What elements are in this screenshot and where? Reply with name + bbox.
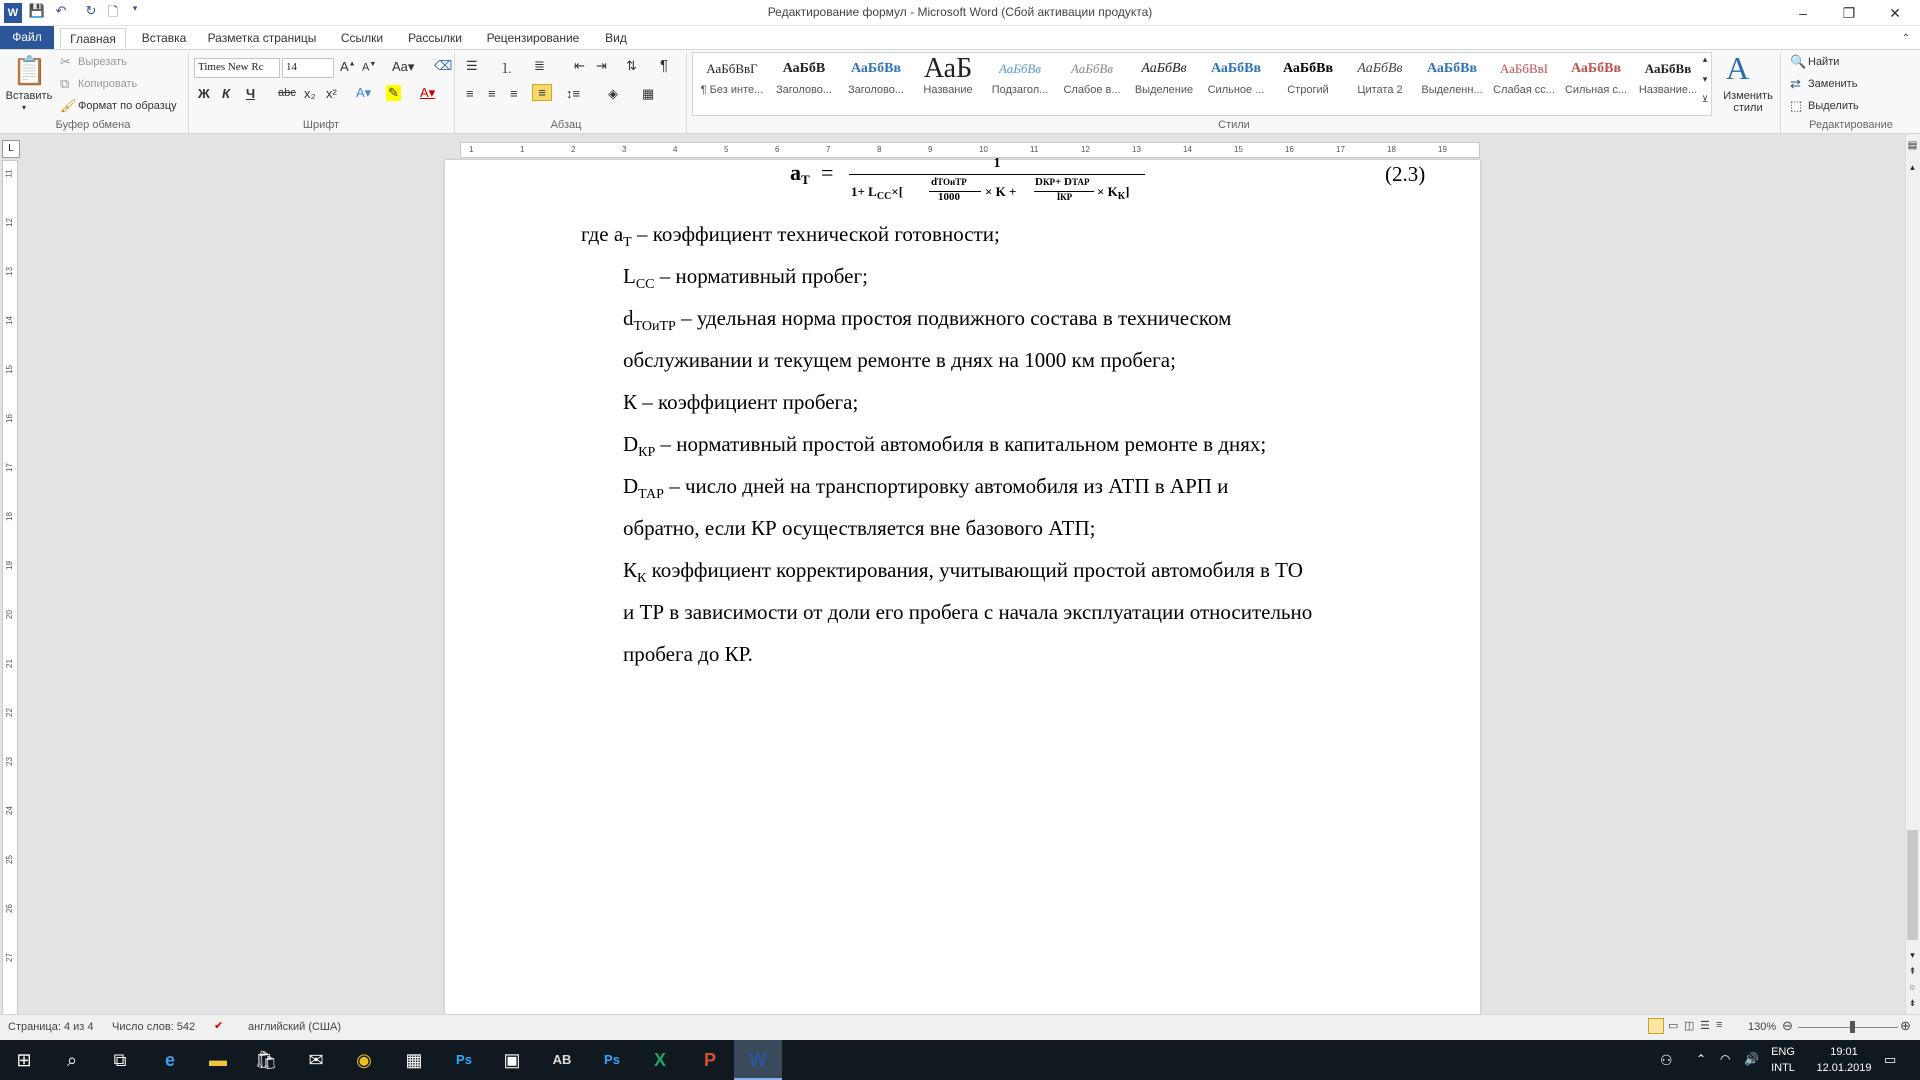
align-center-icon[interactable]: ≡ xyxy=(488,86,496,101)
line-rest: – нормативный пробег; xyxy=(654,264,868,288)
superscript-button[interactable]: x² xyxy=(326,86,337,101)
ruler-tick-label: 10 xyxy=(979,145,988,154)
calculator-icon[interactable]: ▦ xyxy=(405,1050,423,1070)
document-line xyxy=(623,642,753,667)
ruler-tick-label: 4 xyxy=(673,145,678,154)
style-preview: АаБбВв xyxy=(1141,61,1187,76)
clipboard-group-label: Буфер обмена xyxy=(55,119,131,131)
mail-icon[interactable]: ✉ xyxy=(308,1050,324,1070)
ruler-tick-label: 17 xyxy=(4,463,14,472)
ruler-tick-label: 11 xyxy=(4,169,14,178)
ruler-tick-label: 14 xyxy=(4,316,14,325)
line-subscript: К xyxy=(637,571,647,586)
line-text: D xyxy=(623,474,639,498)
search-icon[interactable]: ⌕ xyxy=(66,1050,78,1070)
print-layout-icon[interactable] xyxy=(1648,1018,1664,1034)
italic-button[interactable]: К xyxy=(222,86,230,101)
ruler-tick-label: 1 xyxy=(469,145,474,154)
formula-lkp: lКР xyxy=(1057,191,1073,203)
zoom-slider-thumb[interactable] xyxy=(1850,1021,1855,1033)
fraction-line xyxy=(849,174,1145,175)
clock-date[interactable]: 12.01.2019 xyxy=(1816,1062,1872,1074)
style-preview: АаБбВв xyxy=(1210,61,1262,76)
draft-icon[interactable]: ≡ xyxy=(1716,1019,1723,1031)
window-title: Редактирование формул - Microsoft Word (Сбой активации продукта) xyxy=(767,5,1153,19)
zoom-out-icon[interactable]: ⊖ xyxy=(1782,1018,1793,1033)
word-icon[interactable]: W xyxy=(734,1040,782,1080)
browse-object-icon[interactable]: ○ xyxy=(1909,982,1916,992)
formula-1000: 1000 xyxy=(938,191,960,203)
ruler-tick-label: 13 xyxy=(4,267,14,276)
underline-button[interactable]: Ч xyxy=(246,86,256,101)
style-name: Сильное ... xyxy=(1207,84,1265,96)
people-icon[interactable]: ⚇ xyxy=(1660,1052,1673,1068)
increase-indent-icon[interactable]: ⇥ xyxy=(596,58,607,73)
style-preview: АаБбВв xyxy=(850,61,902,76)
ruler-tick-label: 6 xyxy=(775,145,780,154)
style-name: Заголово... xyxy=(775,84,833,96)
line-text: d xyxy=(623,306,634,330)
format-painter-button[interactable]: Формат по образцу xyxy=(78,100,177,112)
paste-icon[interactable]: 📋 xyxy=(12,55,47,86)
ruler-tick-label: 3 xyxy=(622,145,627,154)
document-line xyxy=(623,390,858,415)
undo-icon[interactable]: ↶ xyxy=(55,3,67,18)
document-line xyxy=(623,474,1228,503)
line-rest: – удельная норма простоя подвижного состава в техническом xyxy=(675,306,1232,330)
ruler-tick-label: 9 xyxy=(928,145,933,154)
line-subscript: КР xyxy=(638,445,656,460)
tab-review[interactable]: Рецензирование xyxy=(486,31,580,45)
ruler-tick-label: 2 xyxy=(571,145,576,154)
formula-d-fraction: dТОиТР xyxy=(931,176,967,188)
font-size-combo[interactable]: 14 xyxy=(282,58,334,78)
powerpoint-icon[interactable]: P xyxy=(703,1050,716,1070)
document-line xyxy=(623,558,1303,587)
style-preview: АаБбВв xyxy=(1282,61,1334,76)
ruler-tick-label: 18 xyxy=(4,512,14,521)
excel-icon[interactable]: X xyxy=(653,1050,666,1070)
formula-equals: = xyxy=(821,160,834,185)
ruler-tick-label: 27 xyxy=(4,953,14,962)
word-count[interactable]: Число слов: 542 xyxy=(112,1021,196,1033)
replace-icon[interactable]: ⇄ xyxy=(1790,76,1801,91)
formula-k: × K + xyxy=(985,184,1017,199)
line-text: и ТР в зависимости от доли его пробега с начала эксплуатации относительно xyxy=(623,600,1313,624)
ruler-tick-label: 19 xyxy=(4,561,14,570)
scroll-up-icon[interactable]: ▴ xyxy=(1910,162,1915,172)
save-icon[interactable]: 💾 xyxy=(28,3,46,18)
style-item[interactable] xyxy=(768,54,840,112)
ruler-tick-label: 23 xyxy=(4,757,14,766)
ruler-tick-label: 21 xyxy=(4,659,14,668)
style-name: Сильная с... xyxy=(1564,84,1628,96)
style-preview: АаБбВвГ xyxy=(706,61,758,76)
ribbon-collapse-icon[interactable]: ⌃ xyxy=(1901,33,1911,44)
multilevel-list-icon[interactable]: ≣ xyxy=(534,58,545,73)
ruler-tick-label: 17 xyxy=(1336,145,1345,154)
font-name-combo[interactable]: Times New Rc xyxy=(194,58,280,78)
customize-qat-icon[interactable]: ▾ xyxy=(132,3,138,13)
line-rest: – нормативный простой автомобиля в капитальном ремонте в днях; xyxy=(655,432,1267,456)
ruler-tick-label: 18 xyxy=(1387,145,1396,154)
scroll-down-icon[interactable]: ▾ xyxy=(1910,950,1915,960)
formula-lhs: aT xyxy=(790,160,810,187)
vertical-ruler xyxy=(2,160,18,1015)
store-icon[interactable]: 🛍 xyxy=(254,1050,278,1070)
bullets-icon[interactable]: ☰ xyxy=(466,58,478,73)
copy-icon[interactable]: ⧉ xyxy=(60,76,70,91)
style-name: Заголово... xyxy=(847,84,905,96)
ruler-tick-label: 15 xyxy=(4,365,14,374)
grow-font-icon[interactable]: A▲ xyxy=(340,59,356,74)
redo-icon[interactable]: ↻ xyxy=(85,3,97,18)
ruler-toggle-icon[interactable]: ▤ xyxy=(1907,140,1918,151)
justify-icon[interactable]: ≡ xyxy=(532,84,552,101)
style-preview: АаБбВ xyxy=(782,61,826,76)
line-text: пробега до КР. xyxy=(623,642,753,666)
wifi-icon[interactable]: ◠ xyxy=(1720,1052,1731,1066)
photoshop-icon[interactable]: Ps xyxy=(456,1052,472,1067)
ruler-tick-label: 16 xyxy=(1285,145,1294,154)
ruler-tick-label: 22 xyxy=(4,708,14,717)
style-name: Слабое в... xyxy=(1063,84,1121,96)
style-item[interactable] xyxy=(840,54,912,112)
subscript-button[interactable]: x₂ xyxy=(304,86,316,101)
document-line xyxy=(623,516,1095,541)
ruler-tick-label: 15 xyxy=(1234,145,1243,154)
font-color-icon[interactable]: A▾ xyxy=(420,85,436,100)
shrink-font-icon[interactable]: A▼ xyxy=(362,61,377,74)
cut-button[interactable]: Вырезать xyxy=(78,56,127,68)
find-icon[interactable]: 🔍 xyxy=(1790,54,1807,69)
tab-insert[interactable]: Вставка xyxy=(141,31,187,45)
sort-icon[interactable]: ⇅ xyxy=(626,58,637,73)
line-rest: – число дней на транспортировку автомобиля из АТП в АРП и xyxy=(663,474,1229,498)
style-preview: АаБбВв xyxy=(1570,61,1622,76)
style-preview: АаБбВв xyxy=(1070,61,1114,76)
ruler-tick-label: 1 xyxy=(520,145,525,154)
line-subscript: ТОиТР xyxy=(633,319,676,334)
shading-icon[interactable]: ◈ xyxy=(608,86,618,101)
tab-home[interactable]: Главная xyxy=(60,28,126,49)
ruler-tick-label: 14 xyxy=(1183,145,1192,154)
highlight-icon[interactable]: ✎ xyxy=(388,85,399,100)
restore-button[interactable]: ❐ xyxy=(1842,5,1856,21)
outline-icon[interactable]: ☰ xyxy=(1700,1020,1710,1032)
styles-more-icon[interactable]: ⊻ xyxy=(1701,94,1709,104)
style-item[interactable] xyxy=(1056,54,1128,112)
style-preview: АаБбВв xyxy=(1426,61,1478,76)
line-text: D xyxy=(623,432,639,456)
chrome-icon[interactable]: ◉ xyxy=(356,1050,372,1070)
show-marks-icon[interactable]: ¶ xyxy=(660,57,669,74)
line-text: обратно, если КР осуществляется вне базового АТП; xyxy=(623,516,1096,540)
style-name: Название xyxy=(923,84,973,96)
clock-time[interactable]: 19:01 xyxy=(1830,1046,1858,1058)
text-effects-icon[interactable]: A▾ xyxy=(356,85,372,100)
cut-icon[interactable]: ✂ xyxy=(60,54,71,69)
numbering-icon[interactable]: ⒈ xyxy=(500,61,514,76)
word-logo-icon: W xyxy=(4,3,22,23)
edge-icon[interactable]: e xyxy=(164,1050,175,1070)
line-text: К – коэффициент пробега; xyxy=(623,390,859,414)
tab-references[interactable]: Ссылки xyxy=(340,31,384,45)
photoshop-icon-2[interactable]: Ps xyxy=(604,1052,620,1067)
bold-button[interactable]: Ж xyxy=(198,86,210,101)
style-name: Выделенн... xyxy=(1421,84,1483,96)
select-button[interactable]: Выделить xyxy=(1808,100,1859,112)
style-item[interactable] xyxy=(1632,54,1704,112)
font-group-label: Шрифт xyxy=(302,119,340,131)
style-name: Строгий xyxy=(1287,84,1329,96)
style-preview: АаБбВв xyxy=(998,61,1042,76)
full-screen-icon[interactable]: ▭ xyxy=(1668,1020,1679,1032)
prev-page-icon[interactable]: ⇞ xyxy=(1908,966,1917,976)
document-line xyxy=(581,222,1000,251)
style-name: Выделение xyxy=(1134,84,1194,96)
media-icon[interactable]: ▣ xyxy=(503,1050,521,1070)
page-count[interactable]: Страница: 4 из 4 xyxy=(8,1021,94,1033)
paste-dropdown-icon[interactable]: ▾ xyxy=(22,103,27,112)
line-text: L xyxy=(623,264,636,288)
document-line xyxy=(623,600,1312,625)
clear-formatting-icon[interactable]: ⌫ xyxy=(434,58,453,73)
status-bar xyxy=(0,1014,1920,1040)
proofing-icon[interactable]: ✔ xyxy=(214,1020,224,1032)
styles-scroll-down-icon[interactable]: ▾ xyxy=(1702,74,1708,84)
strikethrough-button[interactable]: abc xyxy=(278,87,296,99)
borders-icon[interactable]: ▦ xyxy=(642,86,655,101)
document-page[interactable] xyxy=(445,156,1480,1020)
scrollbar-thumb[interactable] xyxy=(1907,830,1918,940)
select-icon[interactable]: ⬚ xyxy=(1790,98,1803,113)
styles-group-label: Стили xyxy=(1218,119,1250,131)
title-bar xyxy=(0,0,1920,26)
decrease-indent-icon[interactable]: ⇤ xyxy=(574,58,585,73)
ruler-tick-label: 7 xyxy=(826,145,831,154)
new-doc-icon[interactable]: 🗋 xyxy=(107,4,119,19)
formula-denominator-start: $1+ L_{СС}\times$[ xyxy=(851,184,904,202)
line-rest: – коэффициент технической готовности; xyxy=(631,222,1000,246)
style-item[interactable] xyxy=(696,54,768,112)
tab-selector-icon[interactable]: L xyxy=(2,140,20,158)
style-name: Название... xyxy=(1638,84,1698,96)
ruler-tick-label: 20 xyxy=(4,610,14,619)
change-case-icon[interactable]: Aa▾ xyxy=(392,59,415,74)
change-styles-icon[interactable]: A xyxy=(1726,50,1750,86)
document-line xyxy=(623,348,1176,373)
line-text: где a xyxy=(581,222,624,246)
style-preview: АаБбВвI xyxy=(1499,61,1549,76)
taskbar xyxy=(0,1040,1920,1080)
style-item[interactable] xyxy=(1344,54,1416,112)
zoom-slider[interactable] xyxy=(1798,1027,1898,1028)
zoom-level[interactable]: 130% xyxy=(1748,1021,1777,1033)
ruler-tick-label: 25 xyxy=(4,855,14,864)
tab-page-layout[interactable]: Разметка страницы xyxy=(207,31,317,45)
style-item[interactable] xyxy=(912,54,984,112)
line-spacing-icon[interactable]: ↕≡ xyxy=(566,86,581,101)
tray-expand-icon[interactable]: ⌃ xyxy=(1696,1052,1707,1066)
abbyy-icon[interactable]: AB xyxy=(552,1052,572,1067)
style-preview: АаБ xyxy=(923,54,973,84)
line-subscript: CC xyxy=(635,277,655,292)
ribbon-tabs xyxy=(0,26,1920,49)
style-item[interactable] xyxy=(1200,54,1272,112)
task-view-icon[interactable]: ⧉ xyxy=(113,1050,127,1070)
align-right-icon[interactable]: ≡ xyxy=(510,86,518,101)
next-page-icon[interactable]: ⇟ xyxy=(1908,998,1917,1008)
change-styles-button[interactable]: Изменить стили xyxy=(1723,90,1773,114)
editing-group-label: Редактирование xyxy=(1809,119,1893,131)
line-text: К xyxy=(623,558,638,582)
tab-file[interactable]: Файл xyxy=(0,26,54,49)
ruler-tick-label: 16 xyxy=(4,414,14,423)
formula-d-sum: DКР+ DТАР xyxy=(1035,176,1090,188)
line-subscript: ТАР xyxy=(638,487,664,502)
document-line xyxy=(623,264,868,293)
ruler-tick-label: 12 xyxy=(1081,145,1090,154)
close-button[interactable]: ✕ xyxy=(1889,5,1901,21)
formula-numerator: 1 xyxy=(993,156,1001,171)
style-item[interactable] xyxy=(1488,54,1560,112)
style-item[interactable] xyxy=(1416,54,1488,112)
styles-scroll-up-icon[interactable]: ▴ xyxy=(1702,54,1708,64)
action-center-icon[interactable]: ▭ xyxy=(1884,1052,1897,1067)
ruler-tick-label: 11 xyxy=(1030,145,1039,154)
style-item[interactable] xyxy=(1560,54,1632,112)
paragraph-group-label: Абзац xyxy=(550,119,582,131)
paste-button[interactable]: Вставить xyxy=(5,90,53,102)
style-item[interactable] xyxy=(984,54,1056,112)
formula-number: (2.3) xyxy=(1385,162,1426,186)
ruler-tick-label: 5 xyxy=(724,145,729,154)
ruler-tick-label: 13 xyxy=(1132,145,1141,154)
replace-button[interactable]: Заменить xyxy=(1808,78,1858,90)
style-name: Слабая сс... xyxy=(1493,84,1555,96)
tab-mailings[interactable]: Рассылки xyxy=(408,31,462,45)
line-text: обслуживании и текущем ремонте в днях на 1000 км пробега; xyxy=(623,348,1176,372)
line-rest: коэффициент корректирования, учитывающий простой автомобиля в ТО xyxy=(646,558,1303,582)
input-language[interactable]: ENG xyxy=(1771,1046,1795,1058)
ruler-tick-label: 26 xyxy=(4,904,14,913)
formula-kk: × $K_К$] xyxy=(1097,184,1130,202)
style-name: ¶ Без инте... xyxy=(700,84,764,96)
keyboard-layout[interactable]: INTL xyxy=(1771,1062,1795,1074)
document-line xyxy=(623,432,1266,461)
document-line xyxy=(623,306,1231,335)
style-item[interactable] xyxy=(1128,54,1200,112)
style-name: Цитата 2 xyxy=(1357,84,1403,96)
ruler-tick-label: 19 xyxy=(1438,145,1447,154)
style-preview: АаБбВв xyxy=(1357,61,1403,76)
line-subscript: T xyxy=(623,235,632,250)
style-preview: АаБбВв xyxy=(1644,61,1692,76)
web-layout-icon[interactable]: ◫ xyxy=(1684,1020,1695,1032)
align-left-icon[interactable]: ≡ xyxy=(466,86,474,101)
tab-view[interactable]: Вид xyxy=(605,31,627,45)
ruler-tick-label: 8 xyxy=(877,145,882,154)
style-name: Подзагол... xyxy=(991,84,1049,96)
language-indicator[interactable]: английский (США) xyxy=(248,1021,342,1033)
start-icon[interactable]: ⊞ xyxy=(16,1050,32,1070)
volume-icon[interactable]: 🔊 xyxy=(1744,1052,1759,1066)
explorer-icon[interactable]: ▬ xyxy=(209,1050,227,1070)
ruler-tick-label: 12 xyxy=(4,218,14,227)
ruler-tick-label: 24 xyxy=(4,806,14,815)
find-button[interactable]: Найти xyxy=(1808,56,1840,68)
minimize-button[interactable]: – xyxy=(1799,5,1807,21)
zoom-in-icon[interactable]: ⊕ xyxy=(1900,1018,1911,1033)
format-painter-icon[interactable]: 🖌 xyxy=(60,98,77,113)
ribbon xyxy=(0,49,1920,134)
style-item[interactable] xyxy=(1272,54,1344,112)
copy-button[interactable]: Копировать xyxy=(78,78,138,90)
